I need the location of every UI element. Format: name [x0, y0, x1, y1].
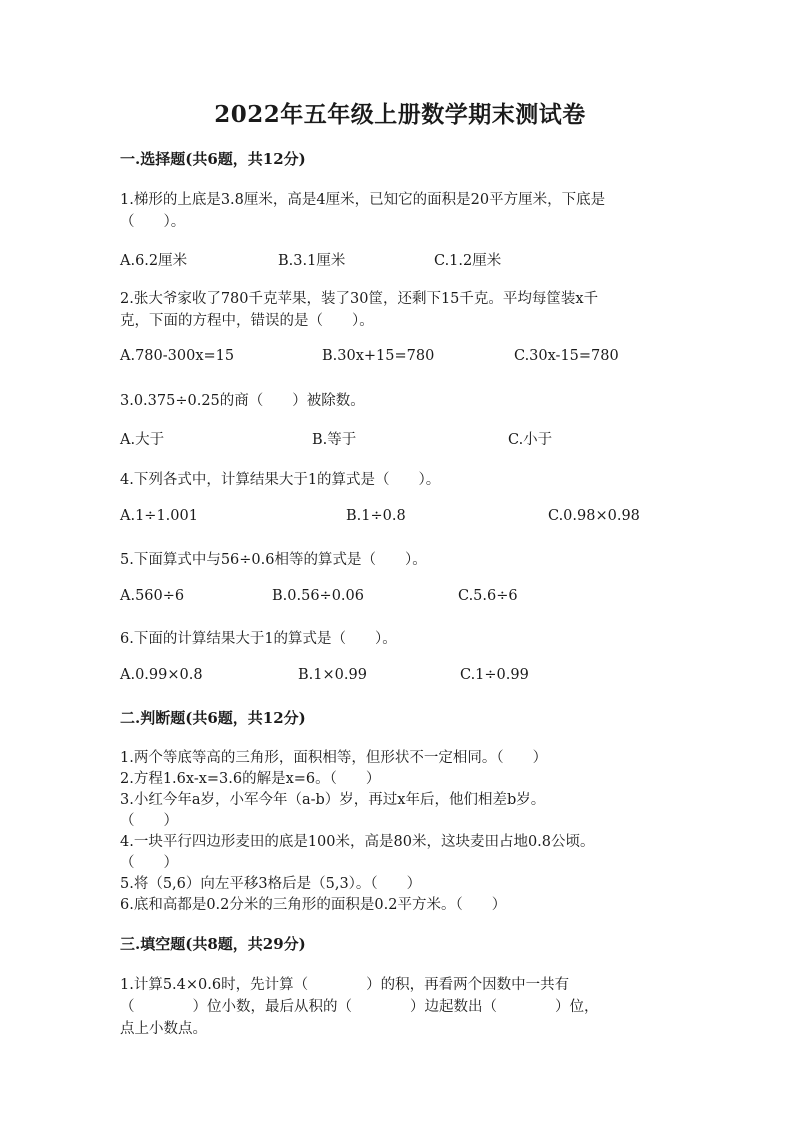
option-b: B.0.56÷0.06: [272, 588, 364, 604]
option-a: A.大于: [120, 432, 165, 448]
option-c: C.1.2厘米: [434, 253, 502, 269]
option-a: A.0.99×0.8: [120, 667, 203, 683]
option-c: C.5.6÷6: [458, 588, 518, 604]
fill-in-line: （ ）位小数，最后从积的（ ）边起数出（ ）位，: [120, 999, 599, 1015]
option-c: C.0.98×0.98: [548, 508, 640, 524]
judgement-line: 5.将（5,6）向左平移3格后是（5,3）。（ ）: [120, 876, 422, 892]
option-a: A.1÷1.001: [120, 508, 198, 524]
question-stem: 3.0.375÷0.25的商（ ）被除数。: [120, 393, 365, 409]
section-heading-choice: 一.选择题(共6题，共12分): [120, 150, 306, 168]
fill-in-line: 点上小数点。: [120, 1021, 207, 1037]
section-heading-judgement: 二.判断题(共6题，共12分): [120, 709, 306, 727]
judgement-line: （ ）: [120, 813, 178, 829]
fill-in-line: 1.计算5.4×0.6时，先计算（ ）的积，再看两个因数中一共有: [120, 977, 570, 993]
section-heading-fill-in: 三.填空题(共8题，共29分): [120, 935, 306, 953]
judgement-line: 4.一块平行四边形麦田的底是100米，高是80米，这块麦田占地0.8公顷。: [120, 834, 595, 850]
question-stem: 6.下面的计算结果大于1的算式是（ ）。: [120, 631, 397, 647]
option-c: C.1÷0.99: [460, 667, 529, 683]
option-b: B.30x+15=780: [322, 348, 435, 364]
question-stem: （ ）。: [120, 214, 186, 230]
option-b: B.1÷0.8: [346, 508, 406, 524]
judgement-line: 3.小红今年a岁，小军今年（a-b）岁，再过x年后，他们相差b岁。: [120, 792, 546, 808]
option-a: A.6.2厘米: [120, 253, 188, 269]
option-a: A.560÷6: [120, 588, 185, 604]
page-title: 2022年五年级上册数学期末测试卷: [214, 101, 586, 128]
question-stem: 克，下面的方程中，错误的是（ ）。: [120, 313, 374, 329]
judgement-line: 6.底和高都是0.2分米的三角形的面积是0.2平方米。（ ）: [120, 897, 507, 913]
question-stem: 1.梯形的上底是3.8厘米，高是4厘米，已知它的面积是20平方厘米，下底是: [120, 192, 606, 208]
option-c: C.30x-15=780: [514, 348, 619, 364]
option-b: B.1×0.99: [298, 667, 367, 683]
question-stem: 4.下列各式中，计算结果大于1的算式是（ ）。: [120, 472, 441, 488]
judgement-line: 2.方程1.6x-x=3.6的解是x=6。（ ）: [120, 771, 381, 787]
option-c: C.小于: [508, 432, 553, 448]
judgement-line: 1.两个等底等高的三角形，面积相等，但形状不一定相同。（ ）: [120, 750, 548, 766]
question-stem: 5.下面算式中与56÷0.6相等的算式是（ ）。: [120, 552, 427, 568]
judgement-line: （ ）: [120, 855, 178, 871]
option-b: B.等于: [312, 432, 357, 448]
option-b: B.3.1厘米: [278, 253, 346, 269]
option-a: A.780-300x=15: [120, 348, 235, 364]
question-stem: 2.张大爷家收了780千克苹果，装了30筐，还剩下15千克。平均每筐装x千: [120, 291, 599, 307]
